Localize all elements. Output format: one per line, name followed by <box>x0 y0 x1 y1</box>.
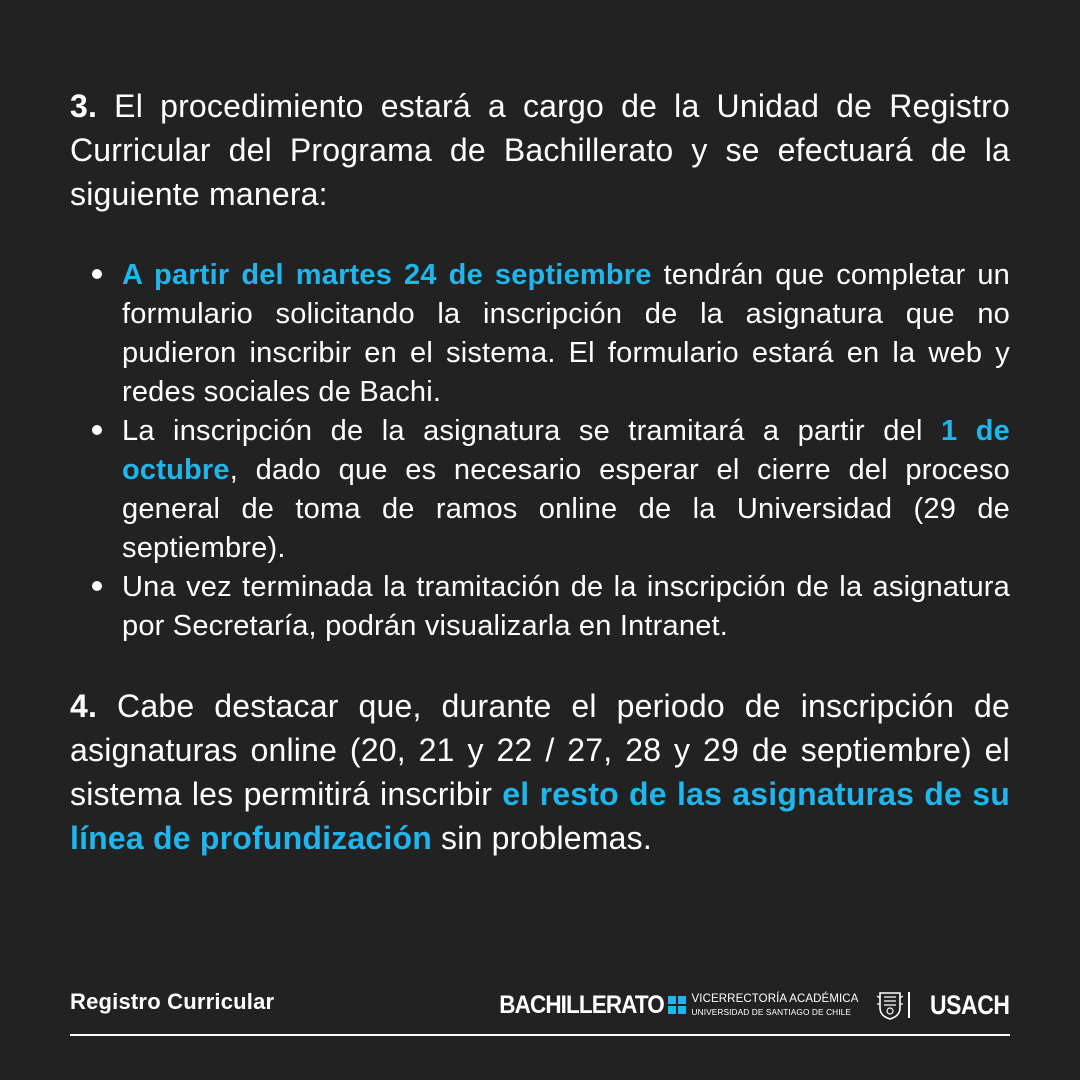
section-4-number: 4. <box>70 688 98 724</box>
bullet-1-highlight: A partir del martes 24 de septiembre <box>122 259 652 291</box>
vicerrectoria-text: VICERRECTORÍA ACADÉMICA <box>691 993 859 1006</box>
section-4-paragraph <box>70 684 1010 860</box>
bullet-icon <box>92 581 102 591</box>
bullet-icon <box>92 269 102 279</box>
procedure-list <box>70 256 1010 646</box>
blue-squares-icon <box>668 996 686 1014</box>
bullet-2-highlight: 1 de octubre <box>122 415 1010 486</box>
bullet-1-text: tendrán que completar un formulario solicitando la inscripción de la asignatura que no pudieron inscribir en el sistema. El formulario estará en la web y redes sociales de Bachi. <box>122 259 1010 408</box>
bullet-2-before: La inscripción de la asignatura se tramitará a partir del <box>122 415 942 447</box>
bullet-2-after: , dado que es necesario esperar el cierre del proceso general de toma de ramos online de la Universidad (29 de septiembre). <box>122 454 1010 564</box>
footer <box>70 985 1010 1025</box>
list-item <box>70 256 1010 412</box>
list-item <box>70 412 1010 568</box>
logo-divider <box>908 992 910 1018</box>
section-4-after: sin problemas. <box>431 820 652 856</box>
footer-logos <box>481 985 1010 1025</box>
usach-seal-icon <box>876 990 904 1020</box>
usach-logo-text: USACH <box>930 989 1010 1020</box>
bullet-icon <box>92 425 102 435</box>
universidad-text: UNIVERSIDAD DE SANTIAGO DE CHILE <box>691 1006 852 1017</box>
section-3-number: 3. <box>70 88 98 124</box>
bullet-3-text: Una vez terminada la tramitación de la inscripción de la asignatura por Secretaría, podrán visualizarla en Intranet. <box>122 571 1010 642</box>
list-item <box>70 568 1010 646</box>
main-content <box>70 84 1010 860</box>
vicerrectoria-logo <box>692 994 859 1016</box>
footer-divider-line <box>70 1034 1010 1036</box>
bachillerato-logo-text: BACHILLERATO <box>498 990 664 1019</box>
section-3-paragraph <box>70 84 1010 216</box>
section-3-text: El procedimiento estará a cargo de la Unidad de Registro Curricular del Programa de Bachillerato y se efectuará de la siguiente manera: <box>70 88 1010 212</box>
section-4-highlight: el resto de las asignaturas de su línea de profundización <box>70 776 1010 856</box>
footer-label: Registro Curricular <box>70 989 275 1014</box>
section-4-text: Cabe destacar que, durante el periodo de inscripción de asignaturas online (20, 21 y 22 / 27, 28 y 29 de septiembre) el sistema les permitirá inscribir <box>70 688 1010 812</box>
